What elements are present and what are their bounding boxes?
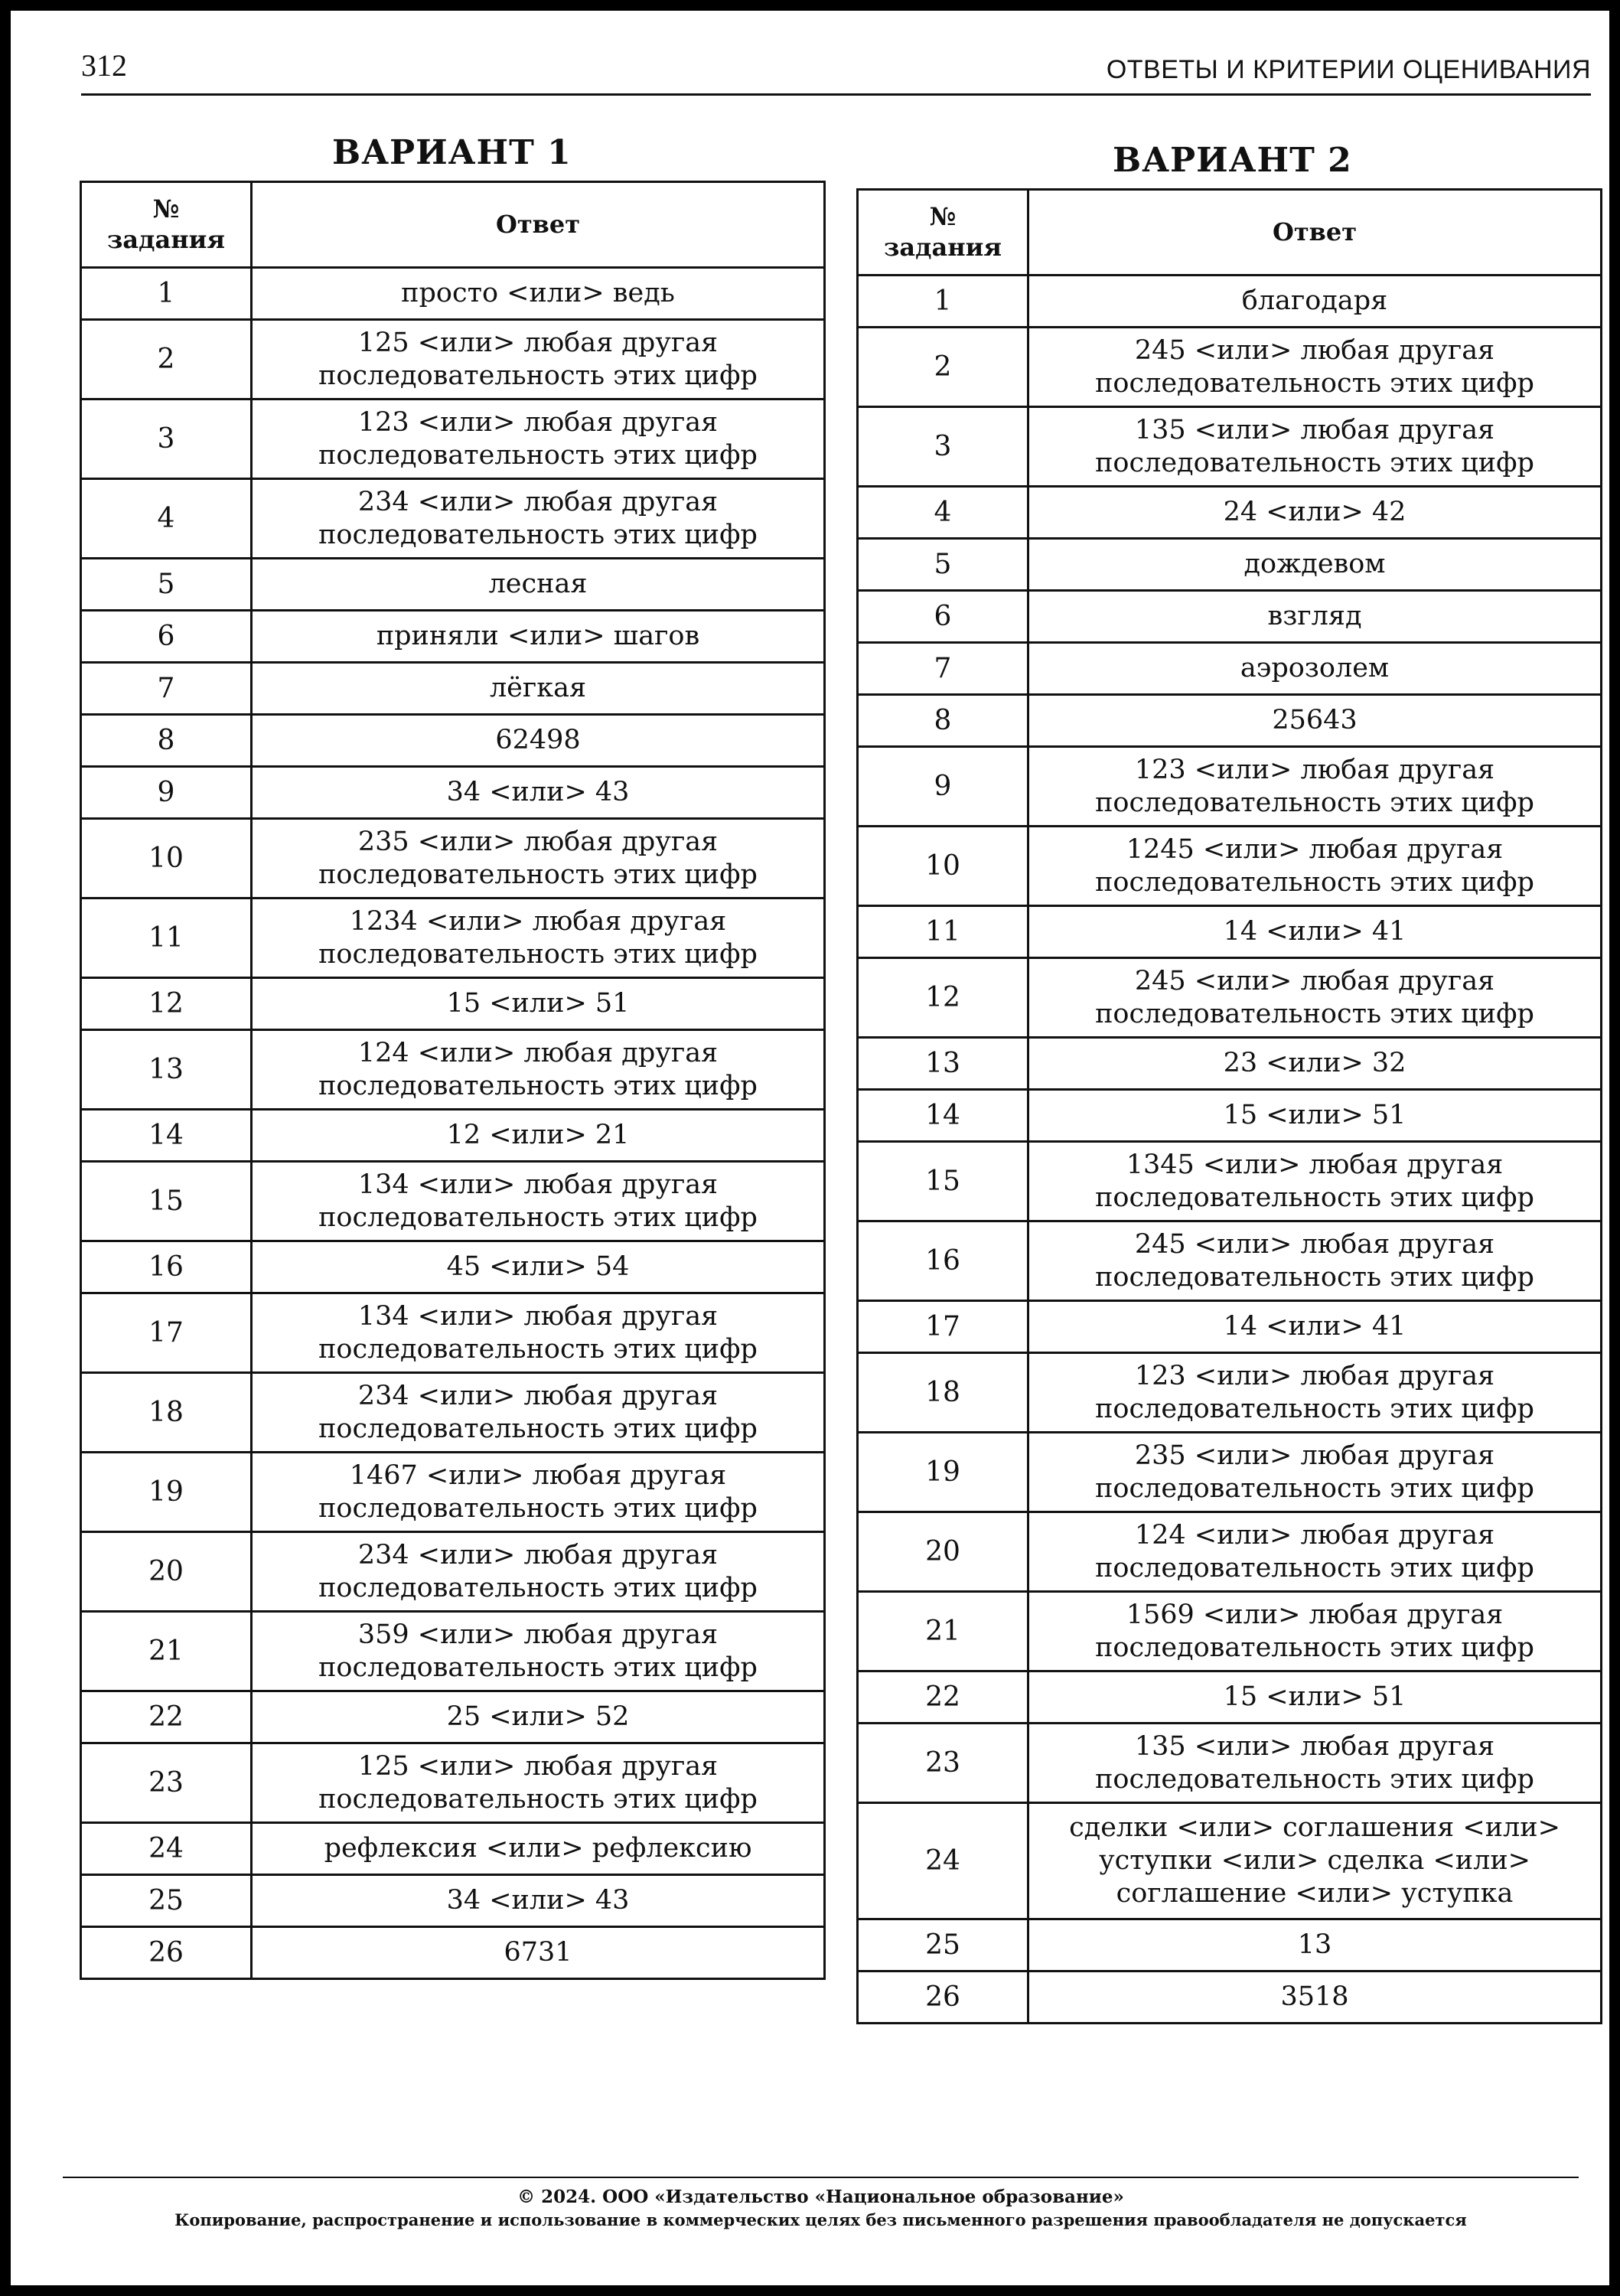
answer-cell xyxy=(1028,1038,1602,1090)
table-row xyxy=(81,559,825,611)
answer-line: 1234 <или> любая другая xyxy=(349,905,727,937)
table-row xyxy=(81,1743,825,1823)
task-number-cell: 9 xyxy=(858,747,1028,827)
task-number-cell: 3 xyxy=(858,407,1028,487)
answer-line: последовательность этих цифр xyxy=(318,1413,758,1444)
section-title: ОТВЕТЫ И КРИТЕРИИ ОЦЕНИВАНИЯ xyxy=(1106,55,1591,84)
answer-key-page xyxy=(11,11,1609,2285)
answer-cell xyxy=(252,400,825,479)
answer-line: 15 <или> 51 xyxy=(1223,1100,1406,1131)
task-number-cell: 26 xyxy=(81,1927,252,1979)
table-row xyxy=(858,958,1602,1038)
answer-line: 25 <или> 52 xyxy=(446,1701,630,1733)
task-number-cell: 26 xyxy=(858,1971,1028,2024)
task-number-header xyxy=(858,190,1028,276)
answer-line: 3518 xyxy=(1280,1981,1349,2013)
answer-line: 1569 <или> любая другая xyxy=(1126,1599,1504,1630)
table-row xyxy=(858,827,1602,906)
task-number-cell: 16 xyxy=(81,1241,252,1293)
table-row xyxy=(858,906,1602,958)
answer-cell xyxy=(1028,276,1602,328)
answer-line: 123 <или> любая другая xyxy=(1134,1360,1495,1391)
task-number-cell: 12 xyxy=(858,958,1028,1038)
answer-line: 12 <или> 21 xyxy=(446,1120,630,1151)
table-row xyxy=(858,1971,1602,2024)
answer-line: 25643 xyxy=(1272,705,1358,736)
table-row xyxy=(81,1453,825,1532)
answer-cell xyxy=(252,320,825,400)
answer-line: последовательность этих цифр xyxy=(318,439,758,471)
copyright-notice: Копирование, распространение и использование в коммерческих целях без письменного разрешения правообладателя не допускается xyxy=(174,2210,1467,2229)
answer-line: последовательность этих цифр xyxy=(1095,1261,1534,1293)
answer-line: сделки <или> соглашения <или> xyxy=(1069,1812,1560,1844)
answer-line: 234 <или> любая другая xyxy=(357,486,719,517)
answer-cell xyxy=(252,1532,825,1612)
table-row xyxy=(81,715,825,767)
task-number-cell: 10 xyxy=(81,819,252,899)
answer-cell xyxy=(252,1241,825,1293)
table-row xyxy=(858,1353,1602,1433)
table-row xyxy=(858,591,1602,643)
answer-line: 23 <или> 32 xyxy=(1223,1048,1406,1079)
answer-line: уступки <или> сделка <или> xyxy=(1099,1845,1530,1877)
table-header-row xyxy=(81,182,825,268)
answer-cell xyxy=(252,1823,825,1875)
table-row xyxy=(81,1293,825,1373)
table-row xyxy=(858,747,1602,827)
page-number: 312 xyxy=(81,48,127,83)
answer-line: последовательность этих цифр xyxy=(1095,1473,1534,1504)
footer-divider xyxy=(63,2177,1579,2178)
answer-line: 359 <или> любая другая xyxy=(357,1619,719,1650)
table-row xyxy=(81,320,825,400)
answer-line: 123 <или> любая другая xyxy=(1134,754,1495,785)
table-row xyxy=(858,1433,1602,1512)
table-row xyxy=(858,1919,1602,1971)
table-row xyxy=(81,1691,825,1743)
table-row xyxy=(81,1927,825,1979)
table-row xyxy=(81,400,825,479)
task-number-cell: 14 xyxy=(81,1110,252,1162)
table-row xyxy=(858,407,1602,487)
task-number-cell: 4 xyxy=(81,479,252,559)
task-number-cell: 2 xyxy=(858,328,1028,407)
answer-header: Ответ xyxy=(252,182,825,268)
answer-line: 24 <или> 42 xyxy=(1223,497,1406,528)
table-row xyxy=(858,643,1602,695)
table-row xyxy=(858,539,1602,591)
task-number-cell: 19 xyxy=(858,1433,1028,1512)
answer-cell xyxy=(1028,591,1602,643)
answer-line: 45 <или> 54 xyxy=(446,1251,630,1283)
answer-cell xyxy=(252,268,825,320)
answer-line: 1245 <или> любая другая xyxy=(1126,833,1504,865)
task-number-cell: 6 xyxy=(858,591,1028,643)
task-number-cell: 6 xyxy=(81,611,252,663)
answer-line: 235 <или> любая другая xyxy=(357,826,719,857)
answer-line: 15 <или> 51 xyxy=(1223,1681,1406,1713)
table-row xyxy=(81,1030,825,1110)
answer-line: 1345 <или> любая другая xyxy=(1126,1149,1504,1180)
answer-line: последовательность этих цифр xyxy=(318,1202,758,1233)
table-row xyxy=(81,479,825,559)
answer-cell xyxy=(252,559,825,611)
answer-cell xyxy=(252,1373,825,1453)
task-number-cell: 5 xyxy=(858,539,1028,591)
table-row xyxy=(81,663,825,715)
table-row xyxy=(81,1373,825,1453)
answer-line: 124 <или> любая другая xyxy=(1134,1519,1495,1551)
answer-line: рефлексия <или> рефлексию xyxy=(324,1833,752,1864)
answer-line: 125 <или> любая другая xyxy=(357,327,719,358)
answer-line: лесная xyxy=(488,569,588,600)
task-number-cell: 24 xyxy=(81,1823,252,1875)
answer-line: 14 <или> 41 xyxy=(1223,1311,1406,1342)
task-number-cell: 1 xyxy=(858,276,1028,328)
answer-cell xyxy=(1028,1724,1602,1803)
task-number-cell: 1 xyxy=(81,268,252,320)
table-row xyxy=(81,611,825,663)
table-row xyxy=(858,328,1602,407)
answer-line: 13 xyxy=(1297,1929,1332,1961)
answer-cell xyxy=(1028,695,1602,747)
answer-line: последовательность этих цифр xyxy=(318,859,758,890)
table-row xyxy=(858,1592,1602,1671)
task-number-cell: 18 xyxy=(858,1353,1028,1433)
task-number-cell: 7 xyxy=(858,643,1028,695)
answer-line: 234 <или> любая другая xyxy=(357,1380,719,1411)
answer-cell xyxy=(252,1453,825,1532)
answer-cell xyxy=(1028,1512,1602,1592)
task-number-header-line: задания xyxy=(106,224,225,254)
variant-2-answer-table xyxy=(856,188,1602,2024)
answer-cell xyxy=(1028,407,1602,487)
answer-cell xyxy=(1028,1301,1602,1353)
answer-line: просто <или> ведь xyxy=(401,278,675,309)
task-number-cell: 18 xyxy=(81,1373,252,1453)
answer-line: 134 <или> любая другая xyxy=(357,1300,719,1332)
task-number-header-line: № xyxy=(152,194,180,224)
task-number-cell: 21 xyxy=(858,1592,1028,1671)
answer-cell xyxy=(1028,328,1602,407)
task-number-cell: 20 xyxy=(81,1532,252,1612)
task-number-cell: 12 xyxy=(81,978,252,1030)
table-row xyxy=(81,899,825,978)
table-row xyxy=(858,1671,1602,1724)
task-number-cell: 9 xyxy=(81,767,252,819)
table-row xyxy=(858,1221,1602,1301)
task-number-cell: 15 xyxy=(81,1162,252,1241)
answer-cell xyxy=(1028,487,1602,539)
answer-cell xyxy=(252,1110,825,1162)
table-row xyxy=(81,1162,825,1241)
answer-line: 34 <или> 43 xyxy=(446,1885,630,1916)
answer-cell xyxy=(1028,1353,1602,1433)
answer-line: соглашение <или> уступка xyxy=(1116,1877,1514,1909)
answer-cell xyxy=(1028,1803,1602,1919)
answer-cell xyxy=(1028,1919,1602,1971)
answer-cell xyxy=(1028,539,1602,591)
answer-cell xyxy=(252,715,825,767)
task-number-cell: 23 xyxy=(858,1724,1028,1803)
task-number-cell: 19 xyxy=(81,1453,252,1532)
answer-cell xyxy=(252,767,825,819)
answer-cell xyxy=(1028,1671,1602,1724)
task-number-header-line: задания xyxy=(883,232,1002,262)
answer-cell xyxy=(252,978,825,1030)
answer-line: последовательность этих цифр xyxy=(318,360,758,391)
answer-line: 6731 xyxy=(504,1937,572,1968)
answer-cell xyxy=(252,479,825,559)
answer-line: 1467 <или> любая другая xyxy=(349,1459,727,1491)
answer-line: последовательность этих цифр xyxy=(318,1492,758,1524)
table-row xyxy=(858,1038,1602,1090)
answer-cell xyxy=(1028,1090,1602,1142)
task-number-cell: 17 xyxy=(858,1301,1028,1353)
answer-line: 123 <или> любая другая xyxy=(357,406,719,438)
header-divider xyxy=(81,93,1591,96)
task-number-cell: 8 xyxy=(858,695,1028,747)
answer-line: последовательность этих цифр xyxy=(1095,998,1534,1029)
answer-cell xyxy=(252,1875,825,1927)
table-row xyxy=(858,1090,1602,1142)
copyright-line: © 2024. ООО «Издательство «Национальное образование» xyxy=(517,2187,1124,2207)
answer-line: последовательность этих цифр xyxy=(318,1652,758,1683)
answer-line: 234 <или> любая другая xyxy=(357,1539,719,1570)
answer-cell xyxy=(252,819,825,899)
task-number-cell: 25 xyxy=(81,1875,252,1927)
table-row xyxy=(858,1142,1602,1221)
table-row xyxy=(81,978,825,1030)
task-number-cell: 13 xyxy=(81,1030,252,1110)
table-row xyxy=(858,1803,1602,1919)
answer-cell xyxy=(252,1927,825,1979)
answer-line: дождевом xyxy=(1244,549,1386,580)
task-number-cell: 17 xyxy=(81,1293,252,1373)
task-number-cell: 4 xyxy=(858,487,1028,539)
answer-header: Ответ xyxy=(1028,190,1602,276)
table-row xyxy=(81,767,825,819)
answer-line: последовательность этих цифр xyxy=(318,1783,758,1815)
answer-cell xyxy=(1028,1142,1602,1221)
task-number-cell: 5 xyxy=(81,559,252,611)
table-row xyxy=(81,819,825,899)
task-number-header xyxy=(81,182,252,268)
variant-1-answer-table xyxy=(80,181,826,1980)
task-number-cell: 15 xyxy=(858,1142,1028,1221)
answer-line: последовательность этих цифр xyxy=(1095,1182,1534,1213)
answer-line: 15 <или> 51 xyxy=(446,988,630,1019)
task-number-cell: 24 xyxy=(858,1803,1028,1919)
answer-line: последовательность этих цифр xyxy=(1095,367,1534,399)
table-row xyxy=(81,1612,825,1691)
answer-line: взгляд xyxy=(1267,601,1362,632)
answer-line: 134 <или> любая другая xyxy=(357,1169,719,1200)
answer-cell xyxy=(1028,906,1602,958)
answer-line: последовательность этих цифр xyxy=(1095,1393,1534,1424)
table-row xyxy=(858,1301,1602,1353)
answer-line: последовательность этих цифр xyxy=(318,519,758,550)
answer-cell xyxy=(1028,1971,1602,2024)
table-row xyxy=(81,1875,825,1927)
table-row xyxy=(81,268,825,320)
answer-line: последовательность этих цифр xyxy=(318,1333,758,1365)
task-number-cell: 20 xyxy=(858,1512,1028,1592)
task-number-cell: 2 xyxy=(81,320,252,400)
answer-line: 135 <или> любая другая xyxy=(1134,414,1495,445)
answer-cell xyxy=(1028,827,1602,906)
answer-line: аэрозолем xyxy=(1240,653,1390,684)
answer-line: последовательность этих цифр xyxy=(1095,1632,1534,1663)
answer-line: 124 <или> любая другая xyxy=(357,1037,719,1068)
variant-1-title: ВАРИАНТ 1 xyxy=(332,133,572,172)
answer-line: 245 <или> любая другая xyxy=(1134,1228,1495,1260)
answer-line: 34 <или> 43 xyxy=(446,777,630,808)
task-number-cell: 21 xyxy=(81,1612,252,1691)
answer-cell xyxy=(252,1691,825,1743)
answer-cell xyxy=(252,1743,825,1823)
answer-line: 135 <или> любая другая xyxy=(1134,1730,1495,1762)
table-row xyxy=(858,695,1602,747)
answer-cell xyxy=(252,1612,825,1691)
table-row xyxy=(858,1724,1602,1803)
task-number-cell: 7 xyxy=(81,663,252,715)
answer-cell xyxy=(252,1030,825,1110)
answer-line: последовательность этих цифр xyxy=(318,1572,758,1603)
answer-line: 125 <или> любая другая xyxy=(357,1750,719,1782)
answer-cell xyxy=(1028,1221,1602,1301)
task-number-cell: 10 xyxy=(858,827,1028,906)
answer-line: 245 <или> любая другая xyxy=(1134,965,1495,996)
answer-cell xyxy=(252,1293,825,1373)
table-row xyxy=(858,487,1602,539)
answer-cell xyxy=(252,611,825,663)
answer-cell xyxy=(1028,747,1602,827)
task-number-cell: 25 xyxy=(858,1919,1028,1971)
answer-line: благодаря xyxy=(1241,285,1388,317)
answer-line: приняли <или> шагов xyxy=(376,621,700,652)
answer-cell xyxy=(252,663,825,715)
table-row xyxy=(81,1823,825,1875)
answer-cell xyxy=(252,1162,825,1241)
task-number-cell: 22 xyxy=(81,1691,252,1743)
answer-line: последовательность этих цифр xyxy=(1095,866,1534,898)
task-number-cell: 8 xyxy=(81,715,252,767)
answer-line: 62498 xyxy=(495,725,581,756)
answer-line: 245 <или> любая другая xyxy=(1134,334,1495,366)
table-row xyxy=(858,276,1602,328)
answer-cell xyxy=(1028,1433,1602,1512)
answer-line: последовательность этих цифр xyxy=(1095,787,1534,818)
table-row xyxy=(858,1512,1602,1592)
task-number-header-line: № xyxy=(929,202,957,232)
table-row xyxy=(81,1532,825,1612)
answer-line: 14 <или> 41 xyxy=(1223,916,1406,947)
task-number-cell: 11 xyxy=(81,899,252,978)
table-row xyxy=(81,1110,825,1162)
task-number-cell: 3 xyxy=(81,400,252,479)
task-number-cell: 11 xyxy=(858,906,1028,958)
answer-cell xyxy=(1028,643,1602,695)
answer-line: последовательность этих цифр xyxy=(1095,447,1534,478)
answer-cell xyxy=(1028,1592,1602,1671)
answer-cell xyxy=(1028,958,1602,1038)
task-number-cell: 23 xyxy=(81,1743,252,1823)
task-number-cell: 14 xyxy=(858,1090,1028,1142)
answer-line: 235 <или> любая другая xyxy=(1134,1440,1495,1471)
task-number-cell: 16 xyxy=(858,1221,1028,1301)
answer-line: последовательность этих цифр xyxy=(1095,1552,1534,1583)
answer-line: последовательность этих цифр xyxy=(1095,1763,1534,1795)
answer-line: последовательность этих цифр xyxy=(318,1070,758,1101)
table-header-row xyxy=(858,190,1602,276)
task-number-cell: 22 xyxy=(858,1671,1028,1724)
answer-line: лёгкая xyxy=(489,673,587,704)
answer-line: последовательность этих цифр xyxy=(318,938,758,970)
answer-cell xyxy=(252,899,825,978)
task-number-cell: 13 xyxy=(858,1038,1028,1090)
variant-2-title: ВАРИАНТ 2 xyxy=(1113,141,1352,180)
table-row xyxy=(81,1241,825,1293)
